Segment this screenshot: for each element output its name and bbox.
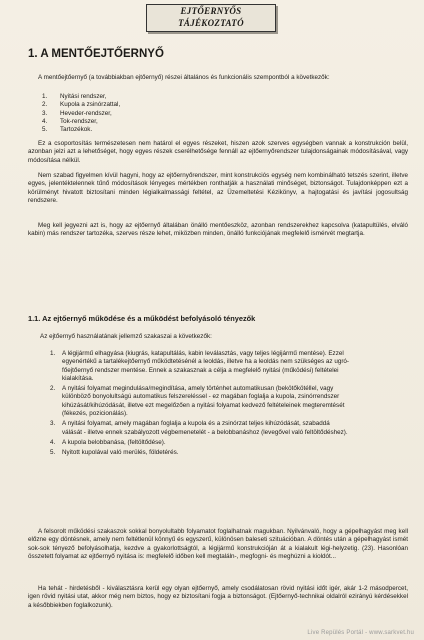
closing-paragraph-1: A felsorolt működési szakaszok sokkal bonyolultabb folyamatot foglalhatnak magukban. Nyilvánvaló, hogy a gépelhagyást meg kell előzne egy döntésnek, amely nem feltétlenül könnyű és egyszerű, különösen baleseti szituációban. A döntés után a gépelhagyást ismét sok-sok tényező befolyásolhatja, kezdve a gyakorlottságtól, a légijármű konstrukcióján át a kialakult légi-helyzetig. (23). Hasonlóan összetett folyamat az ejtőernyő nyitása is: megfelelő időben kell megtaláln-, megfogni- és meghúzni a kioldót... bbox=[28, 528, 408, 560]
list-item: 1. Nyitási rendszer, bbox=[42, 93, 107, 100]
list-item: 4. A kupola belobbanása, (feltöltődése). bbox=[50, 438, 166, 446]
list-item: 3. Heveder-rendszer, bbox=[42, 109, 112, 117]
list-item: 2. A nyitási folyamat megindulása/megindítása, amely történhet automatikusan (bekötőkötéllel, vagy különböző bonyolultságú automatikus felszereléssel - ez magában foglalja a kupola, zsinórrendszer kihúzását/kihúzódását, illetve ezt megelőzően a nyitási folyamat kedvező feltételeinek megteremtését (fékezés, pozicionálás). bbox=[50, 385, 345, 418]
closing-paragraph-2: Ha tehát - hirdetésből - kiválasztásra kerül egy olyan ejtőernyő, amely csodálatosan rövid nyitási időt igér, akár 1-2 másodpercet, igen rövid nyitási utat, akkor még nem biztos, hogy ez biztosítani fogja a biztonságot. (Ejtőernyő-technikai oldalról ezirányú kérdésekkel a későbbiekben foglalkozunk). bbox=[28, 585, 408, 609]
list-item: 2. Kupola a zsinórzattal, bbox=[42, 101, 121, 109]
stages-intro: Az ejtőernyő használatának jellemző szakaszai a következők: bbox=[40, 333, 212, 340]
list-item: 1. A légijármű elhagyása (kiugrás, katapultálás, kabin leválasztás, vagy teljes légijármű mentése). Ezzel egyenértékű a tartalékejtőernyő működtetésénél a leoldás, illetve ha a leoldás nem szükséges az ugró-főejtőernyő rendszer mentése. Ennek a szakasznak a célja a megfelelő nyitási (működési) feltételei kialakítása. bbox=[50, 350, 350, 382]
list-item: 3. A nyitási folyamat, amely magában foglalja a kupola és a zsinórzat teljes kihúzódását, szabaddá válását - illetve ennek szabályozott végbemenetelét - a belobbanáshoz (levegővel való feltöltődéshez). bbox=[50, 420, 348, 436]
subsection-title: 1.1. Az ejtőernyő működése és a működést befolyásoló tényezők bbox=[28, 314, 256, 323]
list-item: 4. Tok-rendszer, bbox=[42, 117, 98, 125]
watermark: Live Repülés Portál - www.sarkvet.hu bbox=[307, 630, 414, 636]
list-item: 5. Tartozékok. bbox=[42, 126, 93, 134]
header-box bbox=[146, 4, 276, 32]
header-line-2: TÁJÉKOZTATÓ bbox=[178, 18, 244, 28]
list-item: 5. Nyitott kupolával való merülés, földetérés. bbox=[50, 449, 179, 457]
stages-list bbox=[50, 350, 350, 458]
section-title: 1. A MENTŐEJTŐERNYŐ bbox=[28, 48, 164, 60]
intro-paragraph: A mentőejtőernyő (a továbbiakban ejtőernyő) részei általános és funkcionális szempontból a következők: bbox=[38, 74, 330, 81]
header-line-1: EJTŐERNYŐS bbox=[180, 6, 242, 16]
paragraph-1: Ez a csoportosítás természetesen nem határol el egyes részeket, hiszen azok szerves egységben vannak a konstrukción belül, azonban jelzi azt a lehetőséget, hogy egyes részek cserélhetősége fennáll az ejtőernyőrendszer tulajdonságainak módosításával, vagy módosítása nélkül. bbox=[28, 140, 408, 164]
paragraph-2: Nem szabad figyelmen kívül hagyni, hogy az ejtőernyőrendszer, mint konstrukciós egység nem kombinálható tetszés szerint, illetve egyes, jelentéktelennek tűnő módosítások lényeges mértékben ronthatják a használati minőséget, biztonságot. Tulajdonképpen ezt a körülményt hivatott biztosítani minden légialkalmassági feltétel, az Üzemeltetési Kézikönyv, a hajtogatási és javítási jogosultság rendszere. bbox=[28, 172, 408, 204]
paragraph-3: Meg kell jegyezni azt is, hogy az ejtőernyő általában önálló mentőeszköz, azonban rendszerekhez kapcsolva (katapultülés, elváló kabin) más rendszer tartozéka, szerves része lehet, miközben minden, önálló funkciójának megfelelő ismérvét megtartja. bbox=[28, 222, 408, 238]
parts-list bbox=[42, 93, 120, 134]
